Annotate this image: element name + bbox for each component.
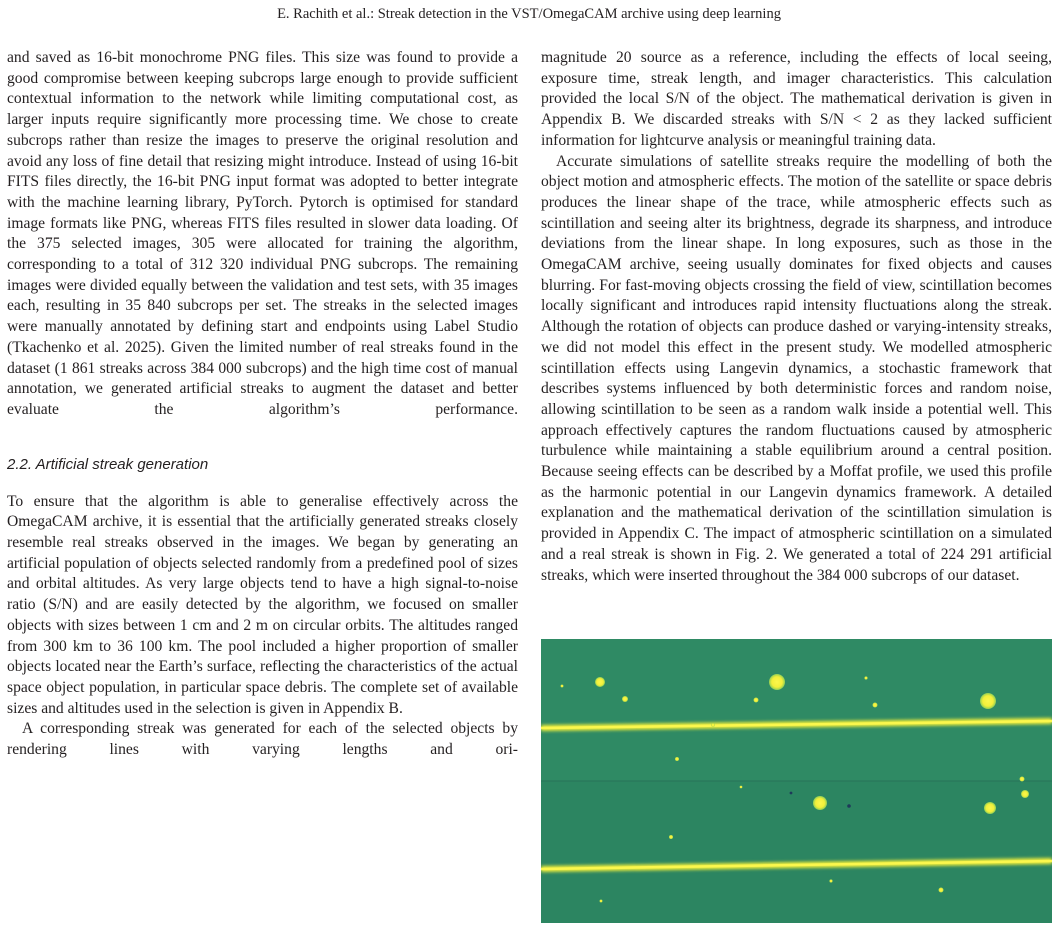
body-paragraph: To ensure that the algorithm is able to generalise effectively across the OmegaCAM archive, it is essential that the artificially generated streaks closely resemble real streaks observed in the images. We began by generating an artificial population of objects selected randomly from a predefined pool of sizes and orbital altitudes. As very large objects tend to have a high signal-to-noise ratio (S/N) and are easily detected by the algorithm, we focused on smaller objects with sizes between 1 cm and 2 m on circular orbits. The altitudes ranged from 300 km to 36 100 km. The pool included a higher proportion of smaller objects located near the Earth’s surface, reflecting the characteristics of the actual space object population, in particular space debris. The complete set of available sizes and altitudes used in the selection is given in Appendix B. bbox=[7, 492, 518, 717]
section-heading: 2.2. Artificial streak generation bbox=[7, 455, 209, 473]
body-paragraph: Accurate simulations of satellite streaks require the modelling of both the object motion and atmospheric effects. The motion of the satellite or space debris produces the linear shape of the trace, while atmospheric effects such as scintillation and seeing alter its brightness, degrade its sharpness, and introduce deviations from the linear shape. In long exposures, such as those in the OmegaCAM archive, seeing usually dominates for fixed objects and causes blurring. For fast-moving objects crossing the field of view, scintillation becomes locally significant and introduces rapid intensity fluctuations along the streak. Although the rotation of objects can produce dashed or varying-intensity streaks, we did not model this effect in the present study. We modelled atmospheric scintillation effects using Langevin dynamics, a stochastic framework that describes systems influenced by both deterministic forces and random noise, allowing scintillation to be seen as a random walk inside a potential well. This approach effectively captures the random fluctuations caused by atmospheric turbulence while maintaining a stable equilibrium around a central position. Because seeing effects can be described by a Moffat profile, we used this profile as the harmonic potential in our Langevin dynamics framework. A detailed explanation and the mathematical derivation of the scintillation simulation is provided in Appendix C. The impact of atmospheric scintillation on a simulated and a real streak is shown in Fig. 2. We generated a total of 224 291 artificial streaks, which were inserted throughout the 384 000 subcrops of our dataset. bbox=[541, 152, 1052, 584]
figure-lower-panel bbox=[541, 781, 1052, 923]
streak-figure bbox=[541, 639, 1052, 923]
streak-figure-image bbox=[541, 639, 1052, 923]
body-paragraph: magnitude 20 source as a reference, including the effects of local seeing, exposure time, streak length, and imager characteristics. This calculation provided the local S/N of the object. The mathematical derivation is given in Appendix B. We discarded streaks with S/N < 2 as they lacked sufficient information for lightcurve analysis or meaningful training data. bbox=[541, 49, 1052, 149]
running-head: E. Rachith et al.: Streak detection in the VST/OmegaCAM archive using deep learning bbox=[277, 6, 781, 22]
left-column bbox=[7, 48, 518, 761]
dark-pixel bbox=[790, 792, 793, 795]
right-column bbox=[541, 48, 1052, 586]
body-paragraph: and saved as 16-bit monochrome PNG files. This size was found to provide a good compromise between keeping subcrops large enough to provide sufficient contextual information to the network while limiting computational cost, as larger inputs require significantly more processing time. We chose to create subcrops rather than resize the images to preserve the original resolution and avoid any loss of fine detail that resizing might introduce. Instead of using 16-bit FITS files directly, the 16-bit PNG input format was adopted to better integrate with the machine learning library, PyTorch. Pytorch is optimised for standard image formats like PNG, whereas FITS files resulted in slower data loading. Of the 375 selected images, 305 were allocated for training the algorithm, corresponding to a total of 312 320 individual PNG subcrops. The remaining images were divided equally between the validation and test sets, with 35 images each, resulting in 35 840 subcrops per set. The streaks in the selected images were manually annotated by defining start and endpoints using Label Studio (Tkachenko et al. 2025). Given the limited number of real streaks found in the dataset (1 861 streaks across 384 000 subcrops) and the high time cost of manual annotation, we generated artificial streaks to augment the dataset and better evaluate the algorithm’s performance. bbox=[7, 49, 518, 418]
body-paragraph: A corresponding streak was generated for each of the selected objects by rendering lines with varying lengths and ori- bbox=[7, 720, 518, 759]
dark-pixel bbox=[847, 804, 851, 808]
